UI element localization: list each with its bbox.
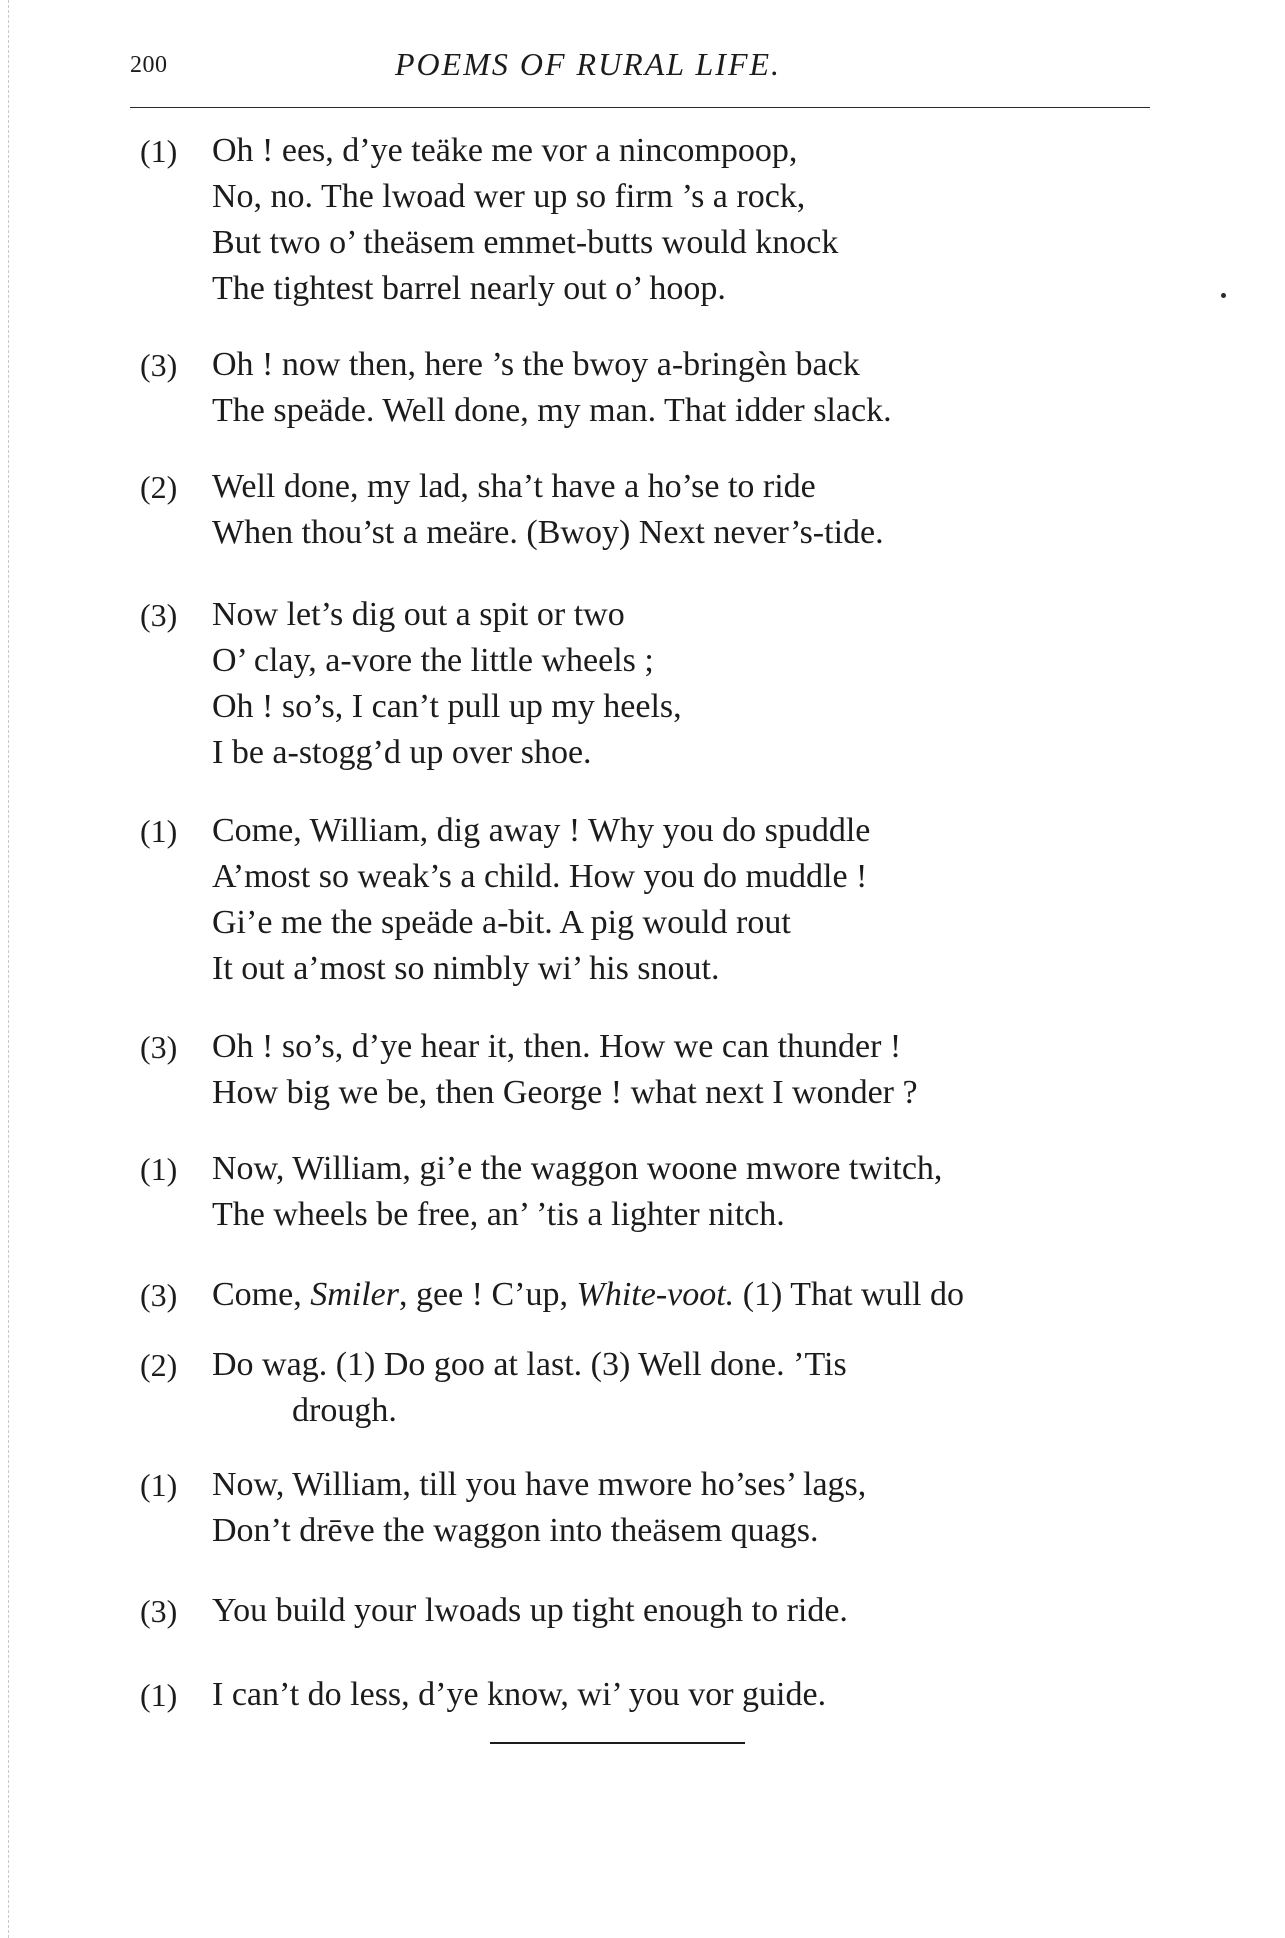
stanza [140,1672,1160,1718]
speaker-number: (3) [140,1277,178,1313]
stanza [140,1588,1160,1634]
verse-line: Now, William, till you have mwore ho’ses’ lags, [212,1466,867,1503]
verse-line-continuation: drough. [292,1392,397,1429]
verse-line: No, no. The lwoad wer up so firm ’s a rock, [212,178,806,215]
poem-body [140,128,1160,1718]
speaker-number: (3) [140,347,178,383]
page-gutter-edge [8,0,9,1938]
stanza [140,808,1160,992]
speaker-number: (3) [140,597,178,633]
horse-name-smiler: Smiler [310,1276,399,1313]
verse-line: Well done, my lad, sha’t have a ho’se to ride [212,468,816,505]
stanza [140,464,1160,556]
speaker-number: (2) [140,1347,178,1383]
horse-name-white-voot: White-voot. [576,1276,735,1313]
stanza [140,1342,1160,1434]
stanza [140,1024,1160,1116]
verse-line: I can’t do less, d’ye know, wi’ you vor guide. [212,1676,827,1713]
verse-text: Come, [212,1276,311,1313]
verse-line: Oh ! now then, here ’s the bwoy a-bringèn back [212,346,860,383]
header-rule [130,107,1150,108]
verse-line: It out a’most so nimbly wi’ his snout. [212,950,720,987]
stanza [140,1146,1160,1238]
speaker-number: (1) [140,1151,178,1187]
stanza [140,1272,1160,1318]
stanza [140,592,1160,776]
speaker-number: (3) [140,1593,178,1629]
speaker-number: (1) [140,1467,178,1503]
verse-line: Gi’e me the speäde a-bit. A pig would rout [212,904,791,941]
speaker-number: (1) [140,133,178,169]
page-number: 200 [130,52,168,78]
end-rule [490,1742,745,1744]
verse-line: Oh ! so’s, d’ye hear it, then. How we can thunder ! [212,1028,902,1065]
stanza [140,1462,1160,1554]
verse-line: Come, William, dig away ! Why you do spuddle [212,812,871,849]
verse-line: Oh ! ees, d’ye teäke me vor a nincompoop, [212,132,798,169]
speaker-number: (1) [140,1677,178,1713]
verse-text: (1) That wull do [734,1276,964,1313]
speaker-number: (2) [140,469,178,505]
speaker-number: (1) [140,813,178,849]
verse-line: Do wag. (1) Do goo at last. (3) Well done. ’Tis [212,1346,847,1383]
running-head: POEMS OF RURAL LIFE. [395,46,782,82]
verse-line: How big we be, then George ! what next I wonder ? [212,1074,918,1111]
verse-line [212,1272,1160,1318]
verse-line: Don’t drēve the waggon into theäsem quags. [212,1512,819,1549]
verse-line: Now, William, gi’e the waggon woone mwore twitch, [212,1150,943,1187]
verse-line: The speäde. Well done, my man. That idder slack. [212,392,892,429]
verse-line: O’ clay, a-vore the little wheels ; [212,642,654,679]
verse-line: The wheels be free, an’ ’tis a lighter nitch. [212,1196,785,1233]
verse-line: But two o’ theäsem emmet-butts would knock [212,224,839,261]
stanza [140,342,1160,434]
verse-line: I be a-stogg’d up over shoe. [212,734,592,771]
verse-line: The tightest barrel nearly out o’ hoop. [212,270,726,307]
ink-speck [1221,293,1226,298]
stanza [140,128,1160,312]
verse-line: Now let’s dig out a spit or two [212,596,625,633]
verse-line: Oh ! so’s, I can’t pull up my heels, [212,688,682,725]
verse-line: A’most so weak’s a child. How you do muddle ! [212,858,868,895]
verse-text: , gee ! C’up, [399,1276,577,1313]
speaker-number: (3) [140,1029,178,1065]
verse-line: You build your lwoads up tight enough to ride. [212,1592,848,1629]
verse-line: When thou’st a meäre. (Bwoy) Next never’s-tide. [212,514,884,551]
